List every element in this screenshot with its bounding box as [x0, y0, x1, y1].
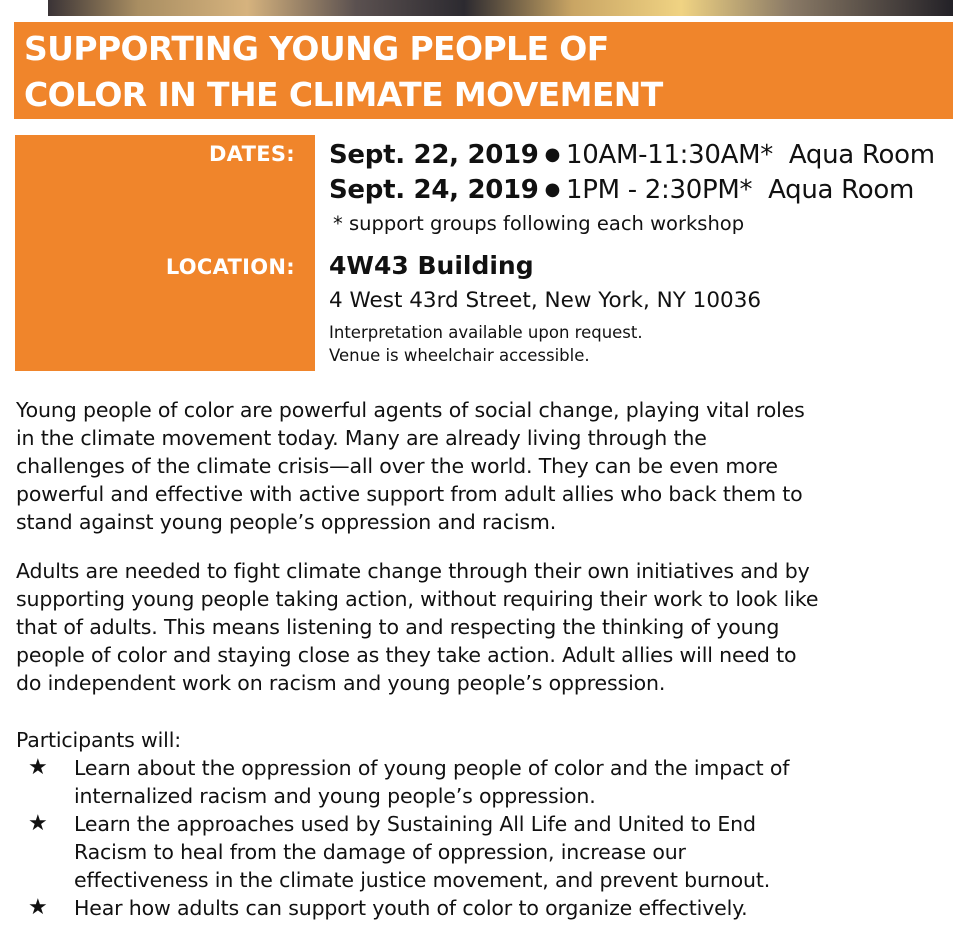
list-item-line: Learn about the oppression of young people of color and the impact of [74, 756, 790, 780]
header-photo-strip [48, 0, 953, 16]
location-label: LOCATION: [165, 255, 295, 279]
interpretation-note: Interpretation available upon request. [329, 323, 643, 342]
paragraph-1-line: Young people of color are powerful agents of social change, playing vital roles [16, 398, 805, 422]
title-line-2: COLOR IN THE CLIMATE MOVEMENT [24, 75, 663, 114]
list-item-line: internalized racism and young people’s oppression. [74, 784, 596, 808]
info-label-box [15, 135, 315, 371]
paragraph-2-line: supporting young people taking action, without requiring their work to look like [16, 587, 819, 611]
paragraph-2 [16, 557, 960, 697]
paragraph-1-line: stand against young people’s oppression and racism. [16, 510, 557, 534]
time-2: 1PM - 2:30PM* [566, 175, 753, 205]
paragraph-1-line: powerful and effective with active support from adult allies who back them to [16, 482, 803, 506]
list-item-line: Learn the approaches used by Sustaining All Life and United to End [74, 812, 756, 836]
paragraph-1 [16, 396, 960, 536]
date-line-2 [329, 173, 914, 207]
paragraph-2-line: do independent work on racism and young people’s oppression. [16, 671, 666, 695]
date-line-1 [329, 138, 935, 172]
support-note: * support groups following each workshop [333, 212, 745, 235]
paragraph-2-line: people of color and staying close as they take action. Adult allies will need to [16, 643, 797, 667]
date-2: Sept. 24, 2019 [329, 175, 539, 205]
star-icon: ★ [28, 755, 48, 780]
participants-heading: Participants will: [16, 728, 181, 752]
paragraph-1-line: challenges of the climate crisis—all over the world. They can be even more [16, 454, 778, 478]
date-1: Sept. 22, 2019 [329, 140, 539, 170]
address: 4 West 43rd Street, New York, NY 10036 [329, 288, 762, 313]
paragraph-2-line: Adults are needed to fight climate change through their own initiatives and by [16, 559, 810, 583]
star-icon: ★ [28, 895, 48, 920]
paragraph-2-line: that of adults. This means listening to and respecting the thinking of young [16, 615, 780, 639]
list-item-line: effectiveness in the climate justice movement, and prevent burnout. [74, 868, 771, 892]
time-1: 10AM-11:30AM* [566, 140, 773, 170]
accessibility-note: Venue is wheelchair accessible. [329, 346, 590, 365]
bullet-icon: ● [544, 144, 561, 165]
star-icon: ★ [28, 811, 48, 836]
list-item-line: Hear how adults can support youth of color to organize effectively. [74, 896, 748, 920]
bullet-icon: ● [544, 179, 561, 200]
dates-label: DATES: [208, 142, 295, 166]
building-name: 4W43 Building [329, 251, 534, 280]
room-1: Aqua Room [788, 140, 935, 170]
room-2: Aqua Room [768, 175, 914, 205]
title-line-1: SUPPORTING YOUNG PEOPLE OF [24, 29, 609, 68]
title-banner [14, 22, 953, 119]
paragraph-1-line: in the climate movement today. Many are already living through the [16, 426, 707, 450]
list-item-line: Racism to heal from the damage of oppression, increase our [74, 840, 686, 864]
